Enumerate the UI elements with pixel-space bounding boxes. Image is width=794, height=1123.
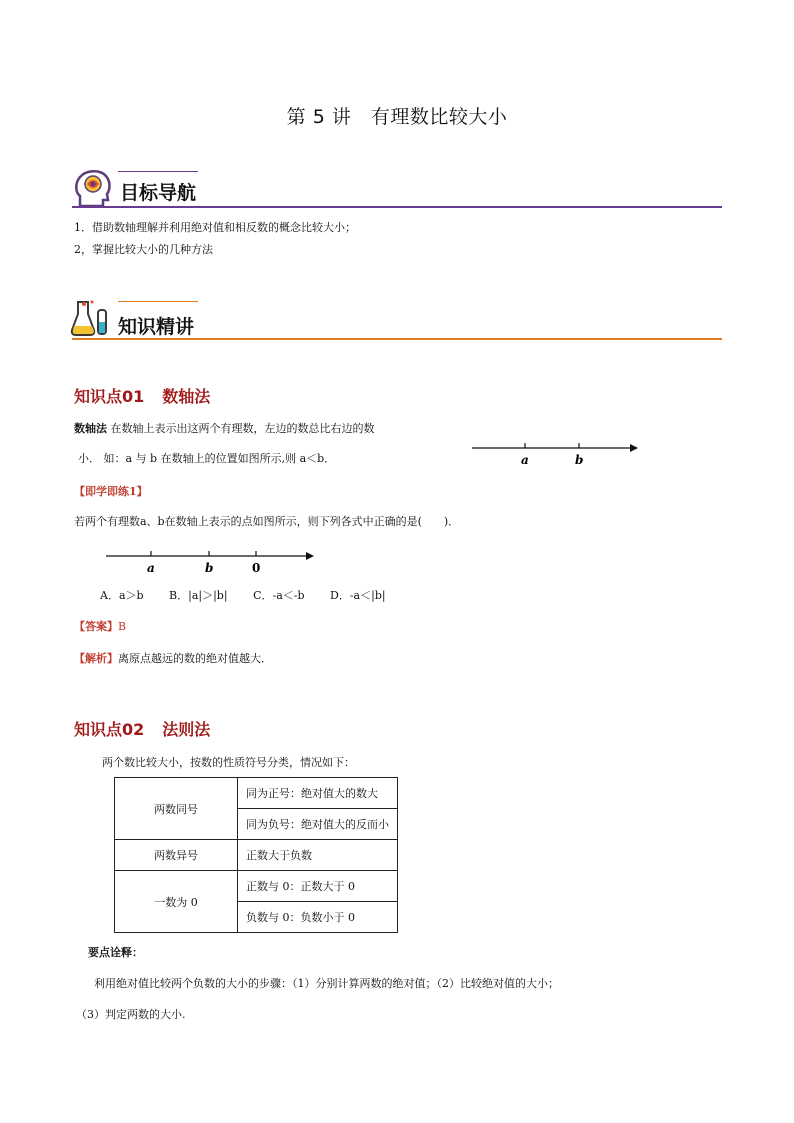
table-cell-rule: 同为负号：绝对值大的反而小 [238,809,398,840]
knowledge-point-number: 知识点02 [74,720,145,739]
analysis-line [74,652,272,666]
table-row [115,840,398,871]
analysis-label: 【解析】 [74,652,118,665]
table-row [115,871,398,902]
table-cell-rule: 正数大于负数 [238,840,398,871]
number-line-2 [102,549,318,577]
axis-label-b: b [205,561,214,575]
notes-line-1: 利用绝对值比较两个负数的大小的步骤：（1）分别计算两数的绝对值；（2）比较绝对值的大小； [94,977,559,990]
kp1-text-line2: 小． 如：a 与 b 在数轴上的位置如图所示,则 a＜b． [78,452,336,465]
analysis-text: 离原点越远的数的绝对值越大． [118,652,272,665]
goal-item-2: 2，掌握比较大小的几种方法 [74,243,213,256]
section-heading-topline [118,171,198,172]
notes-label: 要点诠释： [88,946,143,959]
goal-item-1: 1．借助数轴理解并利用绝对值和相反数的概念比较大小； [74,221,356,234]
table-cell-category: 一数为 0 [115,871,238,933]
section-divider-knowledge [72,338,722,340]
table-cell-category: 两数同号 [115,778,238,840]
table-cell-rule: 负数与 0：负数小于 0 [238,902,398,933]
kp2-intro: 两个数比较大小，按数的性质符号分类，情况如下： [102,756,355,769]
section-heading-topline [118,301,198,302]
answer-value: B [118,620,127,633]
knowledge-point-name: 数轴法 [162,387,211,406]
section-heading-goal: 目标导航 [120,182,197,204]
answer-label: 【答案】 [74,620,118,633]
axis-label-zero: 0 [252,561,261,575]
knowledge-point-number: 知识点01 [74,387,145,406]
lab-flask-icon [70,298,114,338]
knowledge-point-name: 法则法 [162,720,211,739]
table-cell-category: 两数异号 [115,840,238,871]
practice-label: 【即学即练1】 [74,485,148,498]
knowledge-point-2-heading [74,717,210,740]
notes-line-2: （3）判定两数的大小. [76,1008,186,1021]
option-b: B．|a|＞|b| [169,589,228,602]
table-row [115,778,398,809]
table-cell-rule: 同为正号：绝对值大的数大 [238,778,398,809]
kp1-text: 在数轴上表示出这两个有理数，左边的数总比右边的数 [107,422,375,435]
option-a: A．a＞b [100,589,144,602]
section-heading-knowledge: 知识精讲 [118,316,195,338]
axis-label-b: b [575,453,584,467]
option-d: D．-a＜|b| [330,589,386,602]
answer-line [74,620,126,634]
practice-question: 若两个有理数a、b在数轴上表示的点如图所示，则下列各式中正确的是( )． [74,515,460,528]
page-title: 第 5 讲 有理数比较大小 [286,106,508,128]
kp1-text-line1 [74,422,375,436]
rules-table [114,777,398,933]
number-line-1 [468,440,640,470]
option-c: C．-a＜-b [253,589,305,602]
knowledge-point-1-heading [74,384,210,407]
axis-label-a: a [521,453,529,467]
table-cell-rule: 正数与 0：正数大于 0 [238,871,398,902]
head-brain-icon [72,166,116,210]
kp1-term: 数轴法 [74,422,107,435]
axis-label-a: a [147,561,155,575]
section-divider-goal [72,206,722,208]
options-row [100,589,408,603]
